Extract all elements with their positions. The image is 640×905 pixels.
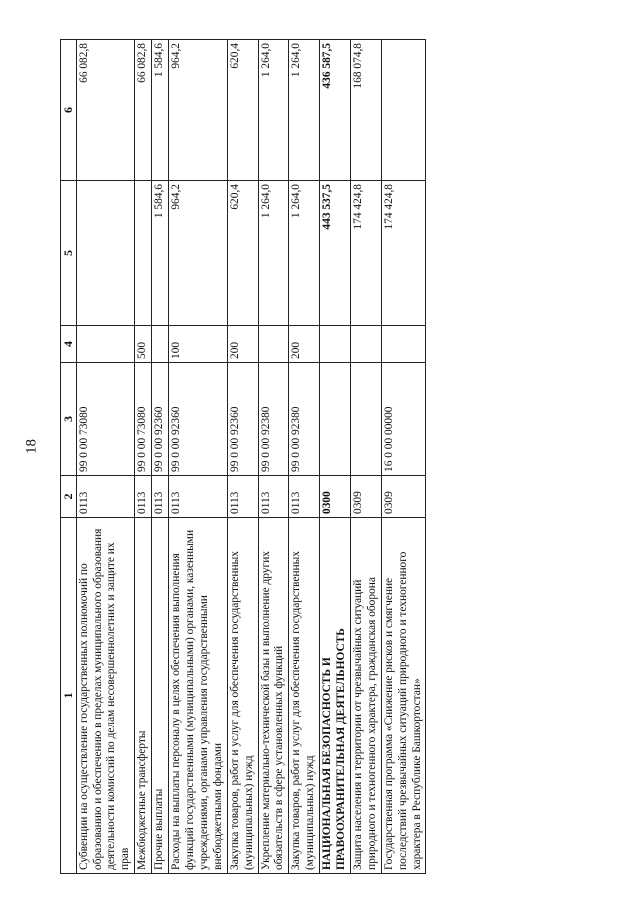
amount-col5-cell: 620,4 bbox=[227, 181, 258, 326]
table-row bbox=[289, 40, 320, 874]
row-name-cell: Государственная программа «Снижение рисков и смягчение последствий чрезвычайных ситуаций природного и техногенного характера в Республике Башкортостан» bbox=[381, 518, 426, 874]
amount-col6-cell: 1 264,0 bbox=[258, 40, 289, 181]
target-article-cell: 99 0 00 73080 bbox=[135, 363, 152, 476]
table-row bbox=[227, 40, 258, 874]
expense-type-cell bbox=[381, 326, 426, 363]
expense-type-cell bbox=[320, 326, 351, 363]
section-code-cell: 0113 bbox=[135, 476, 152, 518]
expense-type-cell: 100 bbox=[169, 326, 228, 363]
target-article-cell: 99 0 00 73080 bbox=[76, 363, 135, 476]
row-name-cell: Субвенции на осуществление государственных полномочий по образованию и обеспечению в пределах муниципального образования деятельности комиссий по делам несовершеннолетних и защите их прав bbox=[76, 518, 135, 874]
budget-table bbox=[60, 39, 426, 874]
expense-type-cell bbox=[350, 326, 381, 363]
row-name-cell: Защита населения и территории от чрезвычайных ситуаций природного и техногенного характера, гражданская оборона bbox=[350, 518, 381, 874]
amount-col5-cell: 1 584,6 bbox=[152, 181, 169, 326]
amount-col6-cell: 436 587,5 bbox=[320, 40, 351, 181]
table-row bbox=[258, 40, 289, 874]
table-row bbox=[350, 40, 381, 874]
target-article-cell: 99 0 00 92360 bbox=[152, 363, 169, 476]
amount-col6-cell: 620,4 bbox=[227, 40, 258, 181]
amount-col5-cell: 174 424,8 bbox=[381, 181, 426, 326]
header-cell: 4 bbox=[61, 326, 77, 363]
header-cell: 3 bbox=[61, 363, 77, 476]
amount-col5-cell: 1 264,0 bbox=[289, 181, 320, 326]
section-code-cell: 0113 bbox=[152, 476, 169, 518]
amount-col6-cell: 1 584,6 bbox=[152, 40, 169, 181]
header-row bbox=[61, 40, 77, 874]
table-row bbox=[381, 40, 426, 874]
header-cell: 1 bbox=[61, 518, 77, 874]
table-row bbox=[135, 40, 152, 874]
expense-type-cell bbox=[152, 326, 169, 363]
section-code-cell: 0113 bbox=[258, 476, 289, 518]
row-name-cell: Закупка товаров, работ и услуг для обеспечения государственных (муниципальных) нужд bbox=[289, 518, 320, 874]
amount-col6-cell: 168 074,8 bbox=[350, 40, 381, 181]
section-code-cell: 0309 bbox=[381, 476, 426, 518]
target-article-cell: 99 0 00 92380 bbox=[289, 363, 320, 476]
row-name-cell: Закупка товаров, работ и услуг для обеспечения государственных (муниципальных) нужд bbox=[227, 518, 258, 874]
amount-col6-cell: 66 082,8 bbox=[135, 40, 152, 181]
row-name-cell: Расходы на выплаты персоналу в целях обеспечения выполнения функций государственными (муниципальными) органами, казенными учреждениями, органами управления государственными внебюджетными фондами bbox=[169, 518, 228, 874]
amount-col6-cell: 66 082,8 bbox=[76, 40, 135, 181]
row-name-cell: НАЦИОНАЛЬНАЯ БЕЗОПАСНОСТЬ И ПРАВООХРАНИТЕЛЬНАЯ ДЕЯТЕЛЬНОСТЬ bbox=[320, 518, 351, 874]
row-name-cell: Укрепление материально-технической базы и выполнение других обязательств в сфере установленных функций bbox=[258, 518, 289, 874]
expense-type-cell bbox=[76, 326, 135, 363]
amount-col6-cell: 964,2 bbox=[169, 40, 228, 181]
amount-col5-cell bbox=[76, 181, 135, 326]
table-row bbox=[320, 40, 351, 874]
table-row bbox=[152, 40, 169, 874]
header-cell: 6 bbox=[61, 40, 77, 181]
header-cell: 5 bbox=[61, 181, 77, 326]
amount-col5-cell: 174 424,8 bbox=[350, 181, 381, 326]
section-code-cell: 0113 bbox=[169, 476, 228, 518]
target-article-cell bbox=[320, 363, 351, 476]
section-code-cell: 0113 bbox=[289, 476, 320, 518]
section-code-cell: 0113 bbox=[76, 476, 135, 518]
expense-type-cell: 200 bbox=[227, 326, 258, 363]
amount-col5-cell bbox=[135, 181, 152, 326]
amount-col6-cell: 1 264,0 bbox=[289, 40, 320, 181]
table-body bbox=[76, 40, 426, 874]
table-row bbox=[169, 40, 228, 874]
target-article-cell: 99 0 00 92360 bbox=[227, 363, 258, 476]
table-row bbox=[76, 40, 135, 874]
amount-col5-cell: 1 264,0 bbox=[258, 181, 289, 326]
expense-type-cell: 200 bbox=[289, 326, 320, 363]
target-article-cell: 99 0 00 92360 bbox=[169, 363, 228, 476]
rotated-table-container bbox=[60, 40, 612, 874]
page-number: 18 bbox=[23, 439, 40, 454]
expense-type-cell: 500 bbox=[135, 326, 152, 363]
row-name-cell: Межбюджетные трансферты bbox=[135, 518, 152, 874]
amount-col5-cell: 964,2 bbox=[169, 181, 228, 326]
amount-col6-cell bbox=[381, 40, 426, 181]
header-cell: 2 bbox=[61, 476, 77, 518]
amount-col5-cell: 443 537,5 bbox=[320, 181, 351, 326]
section-code-cell: 0300 bbox=[320, 476, 351, 518]
target-article-cell: 16 0 00 00000 bbox=[381, 363, 426, 476]
section-code-cell: 0309 bbox=[350, 476, 381, 518]
expense-type-cell bbox=[258, 326, 289, 363]
target-article-cell bbox=[350, 363, 381, 476]
section-code-cell: 0113 bbox=[227, 476, 258, 518]
target-article-cell: 99 0 00 92380 bbox=[258, 363, 289, 476]
row-name-cell: Прочие выплаты bbox=[152, 518, 169, 874]
